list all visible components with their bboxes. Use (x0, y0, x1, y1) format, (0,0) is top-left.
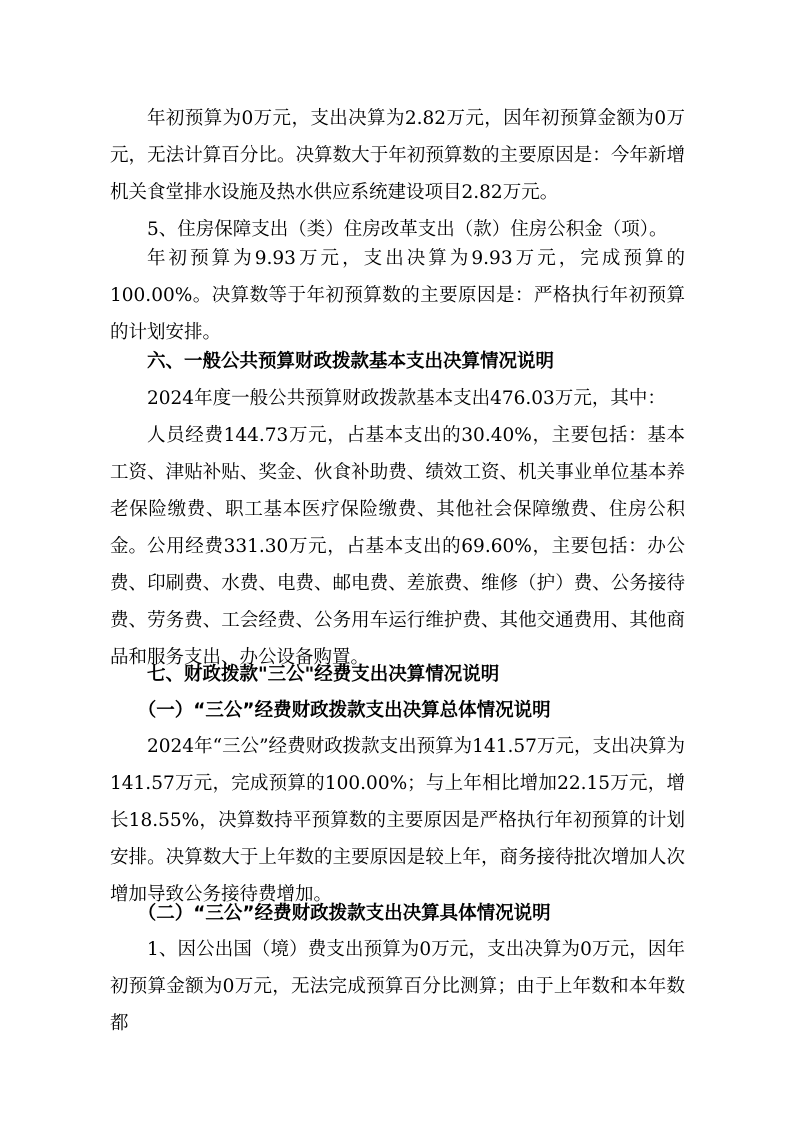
paragraph-budget-detail-1: 年初预算为0万元，支出决算为2.82万元，因年初预算金额为0万元，无法计算百分比。决算数大于年初预算数的主要原因是：今年新增机关食堂排水设施及热水供应系统建设项目2.82万元。 (110, 108, 685, 203)
paragraph-item-5-title: 5、住房保障支出（类）住房改革支出（款）住房公积金（项）。 (147, 219, 668, 240)
subsection-heading-2: （二）“三公”经费财政拨款支出决算具体情况说明 (137, 903, 551, 924)
paragraph-basic-expense-total: 2024年度一般公共预算财政拨款基本支出476.03万元，其中： (147, 388, 666, 409)
subsection-heading-1: （一）“三公”经费财政拨款支出决算总体情况说明 (137, 700, 551, 721)
section-heading-7: 七、财政拨款"三公"经费支出决算情况说明 (147, 664, 500, 685)
paragraph-personnel-expense: 人员经费144.73万元，占基本支出的30.40%，主要包括：基本工资、津贴补贴、奖金、伙食补助费、绩效工资、机关事业单位基本养老保险缴费、职工基本医疗保险缴费、其他社会保障缴费、住房公积金。 (110, 425, 685, 557)
paragraph-three-public-overview: 2024年“三公”经费财政拨款支出预算为141.57万元，支出决算为141.57万元，完成预算的100.00%；与上年相比增加22.15万元，增长18.55%，决算数持平预算数的主要原因是严格执行年初预算的计划安排。决算数大于上年数的主要原因是较上年，商务接待批次增加人次增加导致公务接待费增加。 (110, 736, 685, 905)
paragraph-public-expense: 公用经费331.30万元，占基本支出的69.60%，主要包括：办公费、印刷费、水费、电费、邮电费、差旅费、维修（护）费、公务接待费、劳务费、工会经费、公务用车运行维护费、其他交通费用、其他商品和服务支出、办公设备购置。 (110, 536, 685, 668)
paragraph-overseas-expense: 1、因公出国（境）费支出预算为0万元，支出决算为0万元，因年初预算金额为0万元，无法完成预算百分比测算；由于上年数和本年数都 (110, 939, 685, 1034)
paragraph-budget-detail-5: 年初预算为9.93万元，支出决算为9.93万元，完成预算的100.00%。决算数等于年初预算数的主要原因是：严格执行年初预算的计划安排。 (110, 248, 685, 343)
section-heading-6: 六、一般公共预算财政拨款基本支出决算情况说明 (147, 351, 555, 372)
